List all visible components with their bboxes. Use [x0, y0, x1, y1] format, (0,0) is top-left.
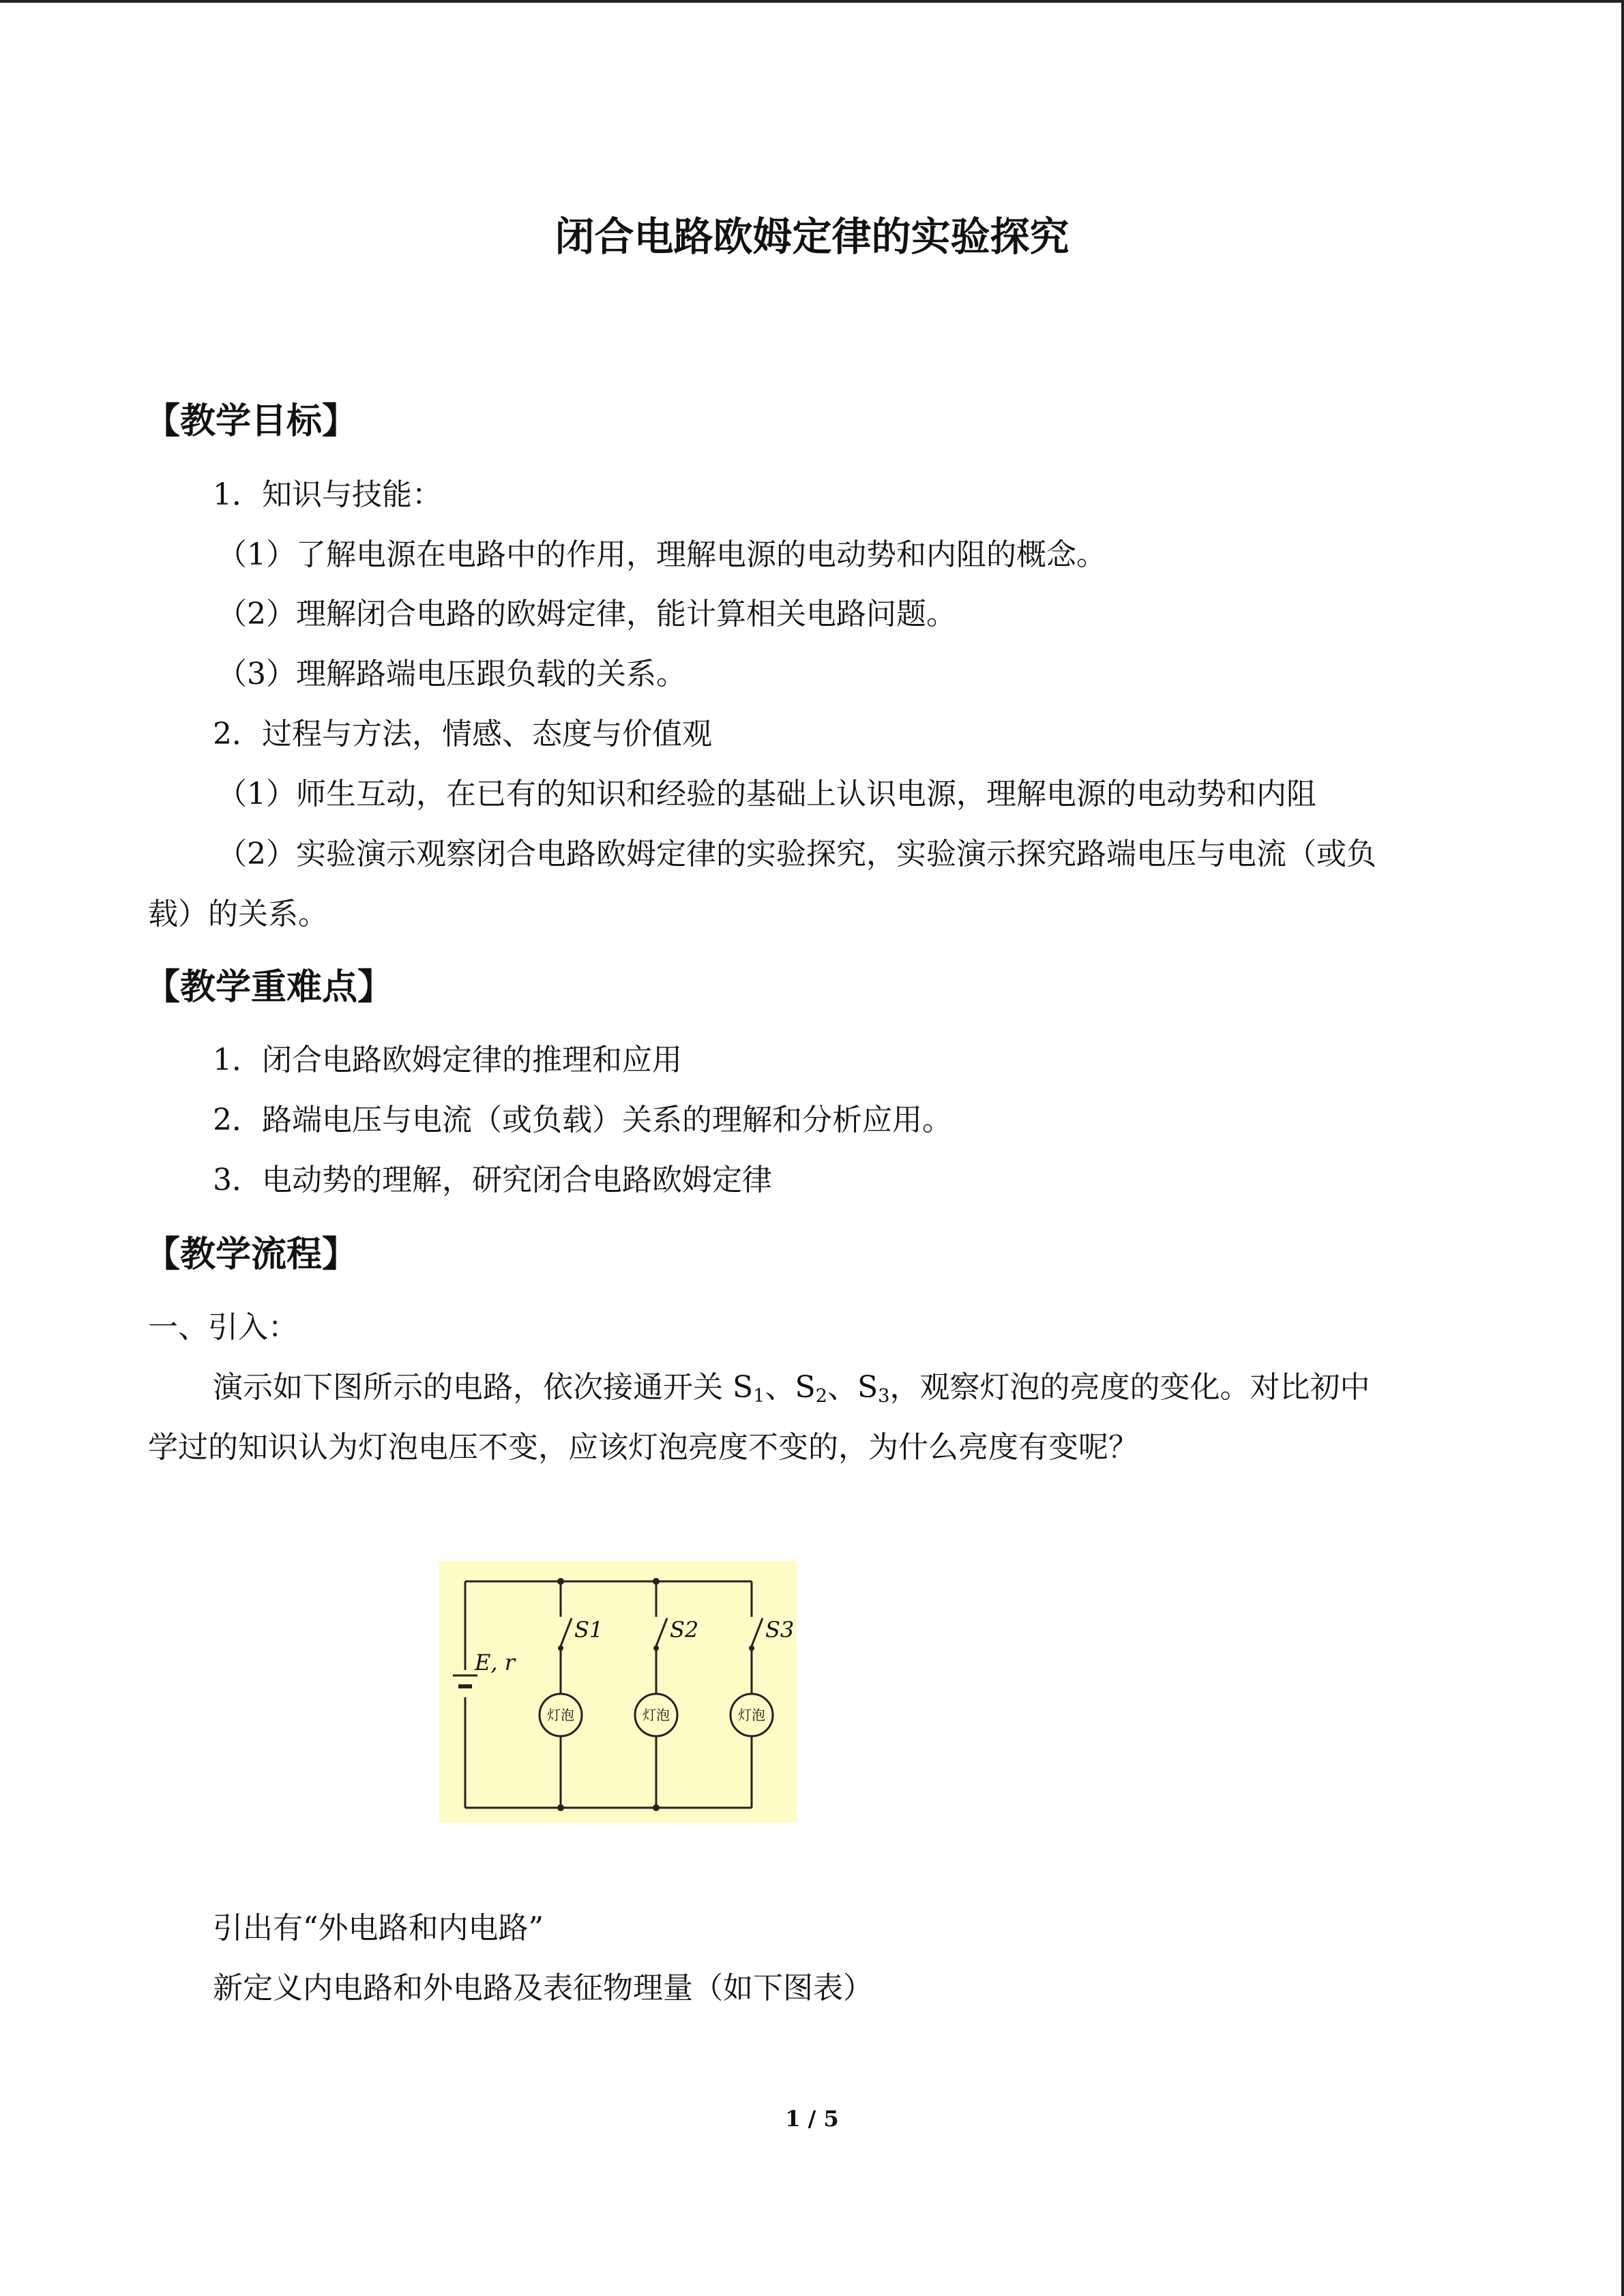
key-point-3: 3．电动势的理解，研究闭合电路欧姆定律: [213, 1163, 772, 1197]
circuit-diagram: [439, 1561, 797, 1823]
switch-1-label: S1: [574, 1617, 604, 1643]
document-title: 闭合电路欧姆定律的实验探究: [555, 213, 1069, 260]
goal-item-2-1: （1）师生互动，在已有的知识和经验的基础上认识电源，理解电源的电动势和内阻: [217, 777, 1316, 811]
goal-item-1-1: （1）了解电源在电路中的作用，理解电源的电动势和内阻的概念。: [217, 537, 1106, 572]
page-number: 1 / 5: [785, 2106, 839, 2132]
switch-3-label: S3: [765, 1617, 795, 1643]
intro-paragraph-line-2: 学过的知识认为灯泡电压不变，应该灯泡亮度不变的，为什么亮度有变呢？: [148, 1430, 1138, 1465]
goal-item-1-2: （2）理解闭合电路的欧姆定律，能计算相关电路问题。: [217, 597, 956, 631]
goal-item-2-2a: （2）实验演示观察闭合电路欧姆定律的实验探究，实验演示探究路端电压与电流（或负: [217, 837, 1376, 871]
page-border-right: [1621, 0, 1624, 2296]
goal-item-1-3: （3）理解路端电压跟负载的关系。: [217, 657, 686, 691]
bulb-3-label: 灯泡: [738, 1707, 765, 1723]
bulb-2-label: 灯泡: [643, 1707, 670, 1723]
source-label: E, r: [475, 1650, 515, 1675]
paragraph-external-internal: 引出有“外电路和内电路”: [213, 1911, 544, 1945]
goal-item-2-2b: 载）的关系。: [148, 897, 328, 931]
page-border-top: [0, 0, 1624, 3]
bulb-1-label: 灯泡: [547, 1707, 574, 1723]
switch-2-label: S2: [670, 1617, 699, 1643]
key-point-1: 1．闭合电路欧姆定律的推理和应用: [213, 1043, 682, 1077]
key-point-2: 2．路端电压与电流（或负载）关系的理解和分析应用。: [213, 1103, 952, 1137]
goal-item-1: 1．知识与技能：: [213, 477, 442, 512]
goal-item-2: 2．过程与方法，情感、态度与价值观: [213, 717, 712, 751]
intro-paragraph-line-1: 演示如下图所示的电路，依次接通开关 $S_1$、$S_2$、$S_3$，观察灯泡的亮度的变化。对比初中: [213, 1370, 1370, 1407]
paragraph-new-definition: 新定义内电路和外电路及表征物理量（如下图表）: [213, 1971, 873, 2006]
heading-teaching-process: 【教学流程】: [145, 1234, 358, 1275]
intro-label: 一、引入：: [148, 1310, 298, 1345]
heading-key-points: 【教学重难点】: [145, 967, 394, 1008]
heading-teaching-goals: 【教学目标】: [145, 401, 358, 442]
circuit-svg: [439, 1561, 797, 1823]
